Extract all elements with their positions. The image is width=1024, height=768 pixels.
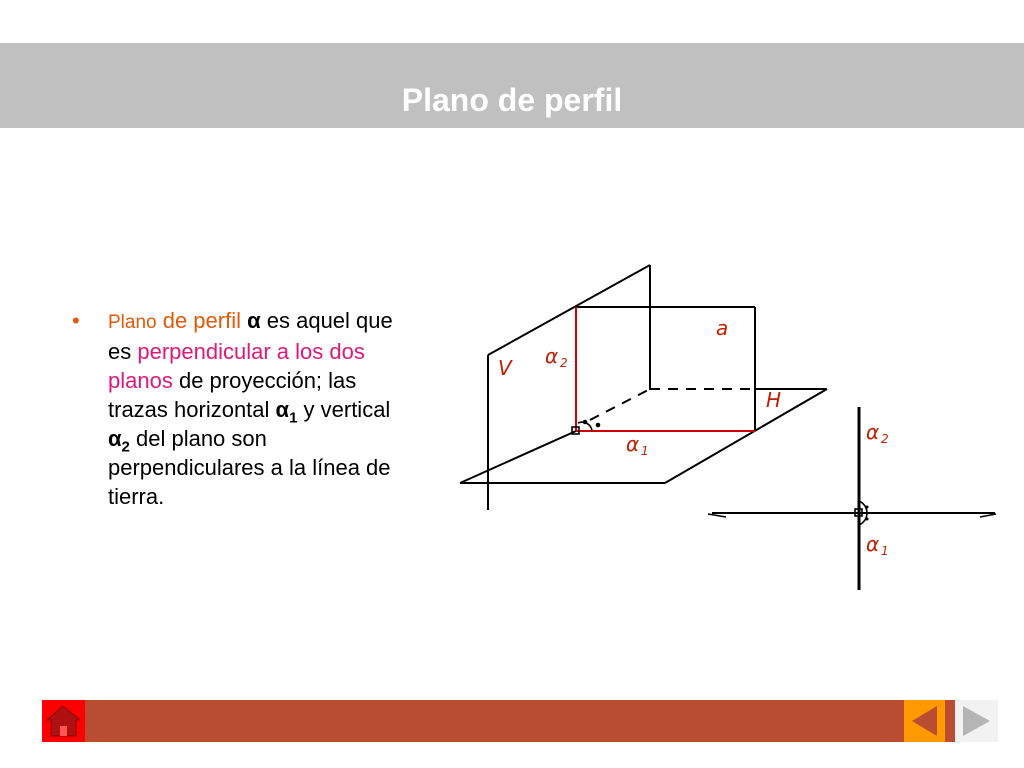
proj-label-alpha-1-sub: 1 xyxy=(881,544,889,558)
proj-label-alpha-1: α xyxy=(866,532,880,556)
text-plano: Plano xyxy=(108,312,157,333)
text-de-perfil: de perfil xyxy=(156,308,241,333)
text-perpendicular: perpendicular a los dos planos xyxy=(108,339,365,393)
label-alpha-1-sub: 1 xyxy=(641,444,649,458)
profile-plane-diagram xyxy=(450,255,1000,600)
text-es-aquel: es aquel que es xyxy=(108,308,393,364)
proj-label-alpha-2-sub: 2 xyxy=(881,432,889,446)
label-alpha-1: α xyxy=(626,432,640,456)
label-alpha-2-sub: 2 xyxy=(560,356,568,370)
navigation-bar xyxy=(42,700,998,742)
text-sub-2: 2 xyxy=(121,438,130,456)
arrow-left-icon xyxy=(904,700,945,742)
label-h: H xyxy=(766,388,782,412)
next-slide-button[interactable] xyxy=(955,700,998,742)
label-alpha-2: α xyxy=(545,344,559,368)
previous-slide-button[interactable] xyxy=(904,700,945,742)
proj-label-alpha-2: α xyxy=(866,420,880,444)
text-del-plano: del plano son perpendiculares a la línea de tierra. xyxy=(108,426,391,509)
label-a: a xyxy=(716,316,729,340)
text-de-proyeccion: de proyección; las trazas horizontal xyxy=(108,368,357,422)
house-icon xyxy=(42,700,85,742)
vertical-plane xyxy=(488,265,650,510)
text-sub-1: 1 xyxy=(289,409,298,427)
arrow-right-icon xyxy=(955,700,998,742)
text-alpha-1: α xyxy=(275,397,290,422)
home-button[interactable] xyxy=(42,700,85,742)
label-v: V xyxy=(498,356,512,380)
page-title: Plano de perfil xyxy=(401,82,623,118)
bullet-marker: • xyxy=(72,308,80,333)
text-y-vertical: y vertical xyxy=(297,397,391,422)
profile-plane xyxy=(576,307,827,431)
text-alpha: α xyxy=(241,308,261,333)
text-alpha-2: α xyxy=(108,426,122,451)
bullet-text xyxy=(108,306,418,511)
projection-view xyxy=(708,407,996,590)
